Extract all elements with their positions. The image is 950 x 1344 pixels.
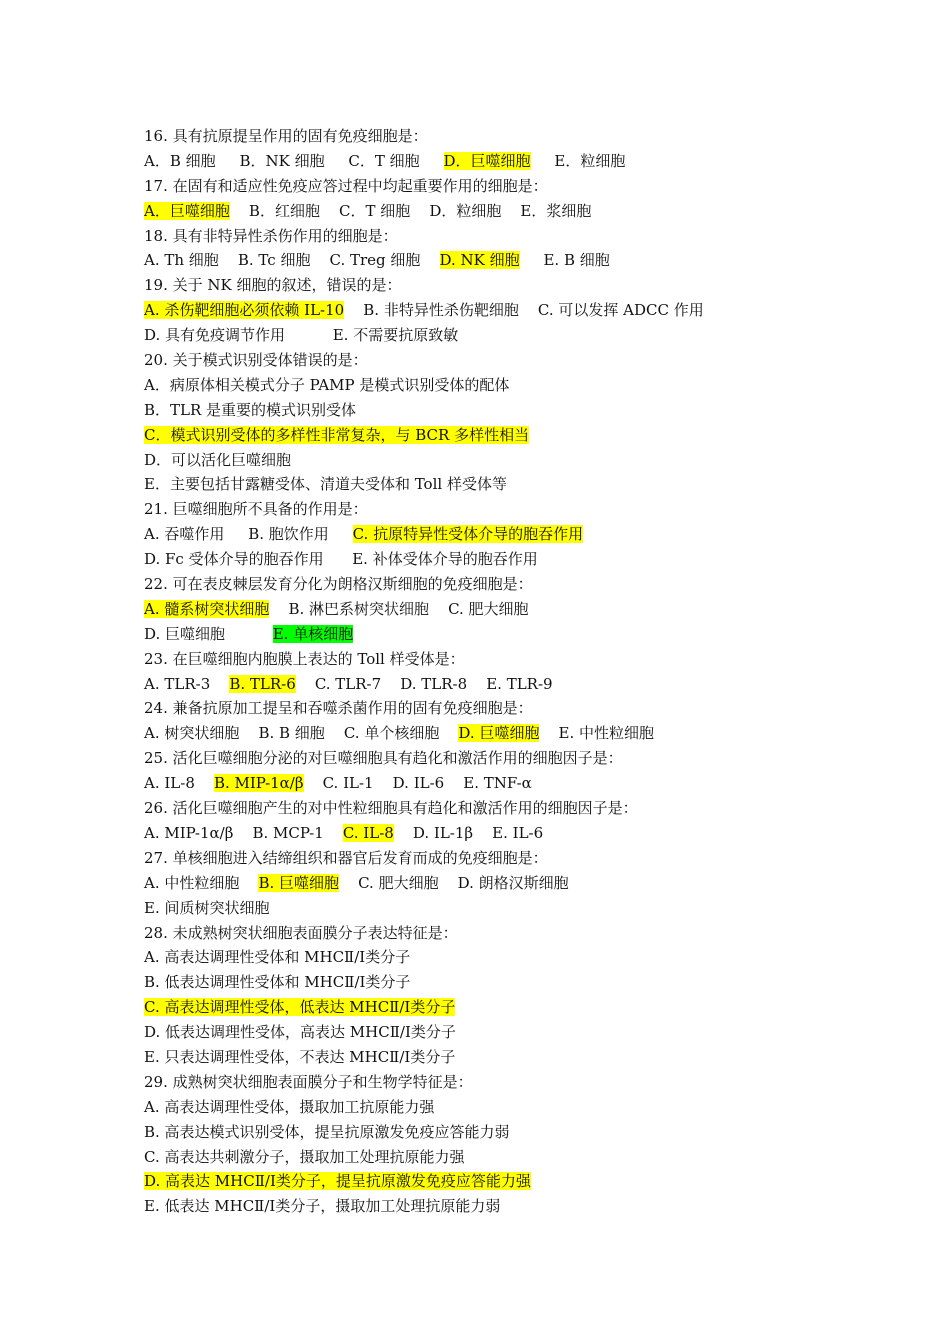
text-line	[144, 771, 904, 796]
text-segment: 23. 在巨噬细胞内胞膜上表达的 Toll 样受体是：	[144, 649, 465, 668]
text-line	[144, 896, 904, 921]
highlighted-answer-green: E. 单核细胞	[272, 624, 354, 643]
text-line	[144, 224, 904, 249]
document-body	[144, 124, 904, 1219]
text-segment: E. B 细胞	[519, 251, 610, 270]
text-segment: 19. 关于 NK 细胞的叙述，错误的是：	[144, 276, 402, 295]
text-line	[144, 672, 904, 697]
text-segment: A．病原体相关模式分子 PAMP 是模式识别受体的配体	[144, 375, 510, 394]
text-line	[144, 522, 904, 547]
highlighted-answer: B. TLR-6	[229, 674, 296, 693]
text-line	[144, 597, 904, 622]
text-segment: A. TLR-3	[144, 674, 230, 693]
text-line	[144, 174, 904, 199]
text-segment: E. 只表达调理性受体，不表达 MHCⅡ/Ⅰ类分子	[144, 1047, 456, 1066]
text-line	[144, 846, 904, 871]
text-line	[144, 647, 904, 672]
text-line	[144, 871, 904, 896]
text-segment: D. 具有免疫调节作用 E. 不需要抗原致敏	[144, 326, 459, 345]
text-line	[144, 298, 904, 323]
highlighted-answer: D．巨噬细胞	[443, 151, 531, 170]
text-segment: D. Fc 受体介导的胞吞作用 E. 补体受体介导的胞吞作用	[144, 550, 538, 569]
text-line	[144, 448, 904, 473]
text-segment: 28. 未成熟树突状细胞表面膜分子表达特征是：	[144, 923, 458, 942]
text-line	[144, 746, 904, 771]
text-segment: B．红细胞 C．T 细胞 D．粒细胞 E．浆细胞	[229, 201, 592, 220]
text-segment: A. MIP-1α/β B. MCP-1	[144, 823, 343, 842]
highlighted-answer: C. 高表达调理性受体，低表达 MHCⅡ/Ⅰ类分子	[144, 998, 456, 1017]
text-line	[144, 1020, 904, 1045]
text-line	[144, 423, 904, 448]
text-segment: C. TLR-7 D. TLR-8 E. TLR-9	[295, 674, 553, 693]
text-line	[144, 497, 904, 522]
text-segment: C. 肥大细胞 D. 朗格汉斯细胞	[339, 873, 569, 892]
text-line	[144, 945, 904, 970]
text-segment: 20. 关于模式识别受体错误的是：	[144, 351, 368, 370]
text-line	[144, 472, 904, 497]
text-segment: E. 中性粒细胞	[539, 724, 655, 743]
text-segment: 22. 可在表皮棘层发育分化为朗格汉斯细胞的免疫细胞是：	[144, 575, 533, 594]
text-segment: 17. 在固有和适应性免疫应答过程中均起重要作用的细胞是：	[144, 176, 548, 195]
text-line	[144, 622, 904, 647]
text-segment: B．TLR 是重要的模式识别受体	[144, 400, 357, 419]
text-segment: A. 中性粒细胞	[144, 873, 259, 892]
text-line	[144, 1095, 904, 1120]
text-segment: B. 非特异性杀伤靶细胞 C. 可以发挥 ADCC 作用	[344, 301, 704, 320]
text-line	[144, 273, 904, 298]
text-line	[144, 921, 904, 946]
text-segment: A. 树突状细胞 B. B 细胞 C. 单个核细胞	[144, 724, 459, 743]
text-segment: D. 低表达调理性受体，高表达 MHCⅡ/Ⅰ类分子	[144, 1023, 456, 1042]
highlighted-answer: D. 高表达 MHCⅡ/Ⅰ类分子，提呈抗原激发免疫应答能力强	[144, 1172, 531, 1191]
text-segment: 25. 活化巨噬细胞分泌的对巨噬细胞具有趋化和激活作用的细胞因子是：	[144, 749, 623, 768]
text-line	[144, 1194, 904, 1219]
highlighted-answer: A. 杀伤靶细胞必须依赖 IL-10	[144, 301, 345, 320]
text-segment: B. 低表达调理性受体和 MHCⅡ/Ⅰ类分子	[144, 973, 411, 992]
text-segment: 16. 具有抗原提呈作用的固有免疫细胞是：	[144, 127, 428, 145]
text-line	[144, 547, 904, 572]
text-segment: 18. 具有非特异性杀伤作用的细胞是：	[144, 226, 398, 245]
highlighted-answer: A．巨噬细胞	[144, 201, 230, 220]
highlighted-answer: C. IL-8	[342, 823, 394, 842]
text-line	[144, 124, 904, 149]
text-line	[144, 970, 904, 995]
text-segment: E．主要包括甘露糖受体、清道夫受体和 Toll 样受体等	[144, 475, 507, 494]
text-line	[144, 696, 904, 721]
text-line	[144, 248, 904, 273]
text-line	[144, 149, 904, 174]
text-segment: E. 间质树突状细胞	[144, 898, 270, 917]
text-segment: A. Th 细胞 B. Tc 细胞 C. Treg 细胞	[144, 251, 440, 270]
text-line	[144, 1120, 904, 1145]
highlighted-answer: B. 巨噬细胞	[258, 873, 340, 892]
text-segment: E．粒细胞	[530, 151, 626, 170]
text-line	[144, 1145, 904, 1170]
highlighted-answer: B. MIP-1α/β	[213, 774, 304, 793]
text-line	[144, 995, 904, 1020]
text-line	[144, 373, 904, 398]
text-segment: 29. 成熟树突状细胞表面膜分子和生物学特征是：	[144, 1072, 473, 1091]
text-line	[144, 1045, 904, 1070]
text-segment: A．B 细胞 B．NK 细胞 C．T 细胞	[144, 151, 444, 170]
text-segment: B. 高表达模式识别受体，提呈抗原激发免疫应答能力弱	[144, 1122, 510, 1141]
highlighted-answer: A. 髓系树突状细胞	[144, 599, 270, 618]
text-line	[144, 796, 904, 821]
text-segment: B. 淋巴系树突状细胞 C. 肥大细胞	[269, 599, 529, 618]
text-segment: 27. 单核细胞进入结缔组织和器官后发育而成的免疫细胞是：	[144, 848, 548, 867]
highlighted-answer: C．模式识别受体的多样性非常复杂，与 BCR 多样性相当	[144, 425, 530, 444]
highlighted-answer: C. 抗原特异性受体介导的胞吞作用	[352, 525, 584, 544]
text-segment: D. IL-1β E. IL-6	[393, 823, 544, 842]
text-segment: C. 高表达共刺激分子，摄取加工处理抗原能力强	[144, 1147, 465, 1166]
text-segment: D．可以活化巨噬细胞	[144, 450, 292, 469]
text-segment: 24. 兼备抗原加工提呈和吞噬杀菌作用的固有免疫细胞是：	[144, 699, 533, 718]
text-segment: E. 低表达 MHCⅡ/Ⅰ类分子，摄取加工处理抗原能力弱	[144, 1197, 501, 1216]
text-line	[144, 199, 904, 224]
text-line	[144, 323, 904, 348]
text-line	[144, 348, 904, 373]
text-segment: A. 高表达调理性受体，摄取加工抗原能力强	[144, 1097, 435, 1116]
text-line	[144, 821, 904, 846]
text-segment: 26. 活化巨噬细胞产生的对中性粒细胞具有趋化和激活作用的细胞因子是：	[144, 799, 638, 818]
text-segment: C. IL-1 D. IL-6 E. TNF-α	[303, 774, 532, 793]
text-line	[144, 1070, 904, 1095]
text-segment: 21. 巨噬细胞所不具备的作用是：	[144, 500, 368, 519]
text-segment: A. 高表达调理性受体和 MHCⅡ/Ⅰ类分子	[144, 948, 411, 967]
text-line	[144, 572, 904, 597]
text-line	[144, 1169, 904, 1194]
highlighted-answer: D. 巨噬细胞	[458, 724, 540, 743]
text-line	[144, 721, 904, 746]
text-line	[144, 398, 904, 423]
text-segment: A. IL-8	[144, 774, 214, 793]
text-segment: D. 巨噬细胞	[144, 624, 273, 643]
highlighted-answer: D. NK 细胞	[439, 251, 520, 270]
text-segment: A. 吞噬作用 B. 胞饮作用	[144, 525, 353, 544]
